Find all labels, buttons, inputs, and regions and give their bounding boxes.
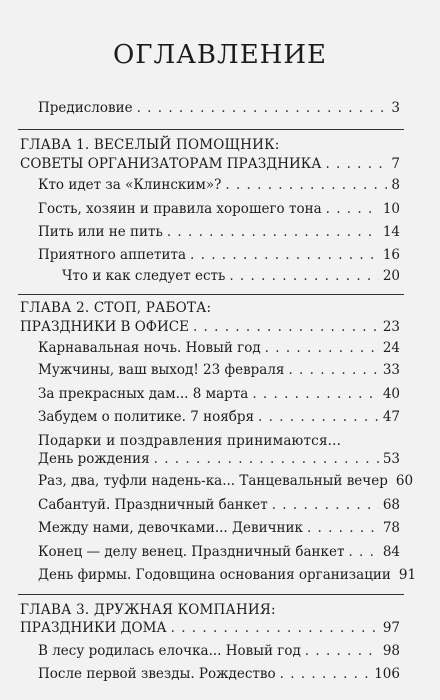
chapter-title-text: СОВЕТЫ ОРГАНИЗАТОРАМ ПРАЗДНИКА: [20, 156, 322, 172]
toc-entry: [38, 247, 400, 263]
toc-entry-preface: [38, 100, 400, 116]
toc-entry-page: 3: [391, 100, 400, 116]
chapter-title-text: ПРАЗДНИКИ ДОМА: [20, 620, 167, 636]
leader-dots: [280, 666, 371, 682]
leader-dots: [154, 451, 379, 467]
section-rule: [18, 294, 404, 295]
toc-entry-text: День рождения: [38, 451, 150, 467]
leader-dots: [305, 643, 379, 659]
toc-entry: [38, 340, 400, 356]
toc-entry-page: 40: [382, 386, 400, 402]
toc-entry-page: 60: [395, 473, 414, 489]
chapter-heading-1: ГЛАВА 1. ВЕСЕЛЫЙ ПОМОЩНИК:: [20, 137, 280, 153]
leader-dots: [252, 386, 378, 402]
chapter-page: 97: [382, 620, 400, 636]
section-rule: [18, 594, 404, 595]
chapter-heading-2: ГЛАВА 2. СТОП, РАБОТА:: [20, 300, 212, 316]
toc-entry-page: 47: [382, 409, 400, 425]
leader-dots: [258, 409, 379, 425]
leader-dots: [229, 268, 378, 284]
toc-entry: [38, 362, 400, 378]
toc-entry-text: Подарки и поздравления принимаются...: [38, 433, 342, 449]
chapter-heading-1-line2: [20, 156, 400, 172]
leader-dots: [171, 620, 379, 636]
toc-entry-page: 84: [382, 544, 400, 560]
toc-entry: [38, 520, 400, 536]
toc-entry-text: Что и как следует есть: [62, 268, 226, 284]
toc-entry-text: Кто идет за «Клинским»?: [38, 177, 222, 193]
leader-dots: [272, 497, 379, 513]
toc-entry: [38, 386, 400, 402]
toc-entry-text: В лесу родилась елочка... Новый год: [38, 643, 301, 659]
toc-entry-page: 106: [374, 666, 400, 682]
toc-entry-page: 8: [391, 177, 400, 193]
leader-dots: [193, 319, 379, 335]
toc-entry-text: День фирмы. Годовщина основания организации: [38, 567, 391, 583]
chapter-heading-3-line2: [20, 620, 400, 636]
toc-entry: [38, 497, 400, 513]
toc-entry-text: Мужчины, ваш выход! 23 февраля: [38, 362, 285, 378]
toc-entry: [38, 224, 400, 240]
toc-entry-page: 24: [382, 340, 400, 356]
toc-entry: [38, 643, 400, 659]
toc-entry-text: Между нами, девочками... Девичник: [38, 520, 303, 536]
leader-dots: [225, 177, 387, 193]
section-rule: [18, 129, 404, 130]
leader-dots: [265, 340, 379, 356]
toc-entry: [38, 544, 400, 560]
leader-dots: [190, 247, 379, 263]
toc-entry-text: Забудем о политике. 7 ноября: [38, 409, 255, 425]
toc-entry-page: 10: [382, 201, 400, 217]
toc-entry-text: Раз, два, туфли надень-ка... Танцевальный вечер: [38, 473, 388, 489]
leader-dots: [288, 362, 378, 378]
toc-entry-text: Гость, хозяин и правила хорошего тона: [38, 201, 322, 217]
toc-entry-text: За прекрасных дам... 8 марта: [38, 386, 249, 402]
toc-entry-page: 20: [382, 268, 400, 284]
leader-dots: [307, 520, 379, 536]
toc-entry: [38, 451, 400, 467]
toc-entry-page: 53: [382, 451, 400, 467]
chapter-page: 7: [391, 156, 400, 172]
chapter-heading-2-line2: [20, 319, 400, 335]
toc-entry-page: 33: [382, 362, 400, 378]
toc-entry-page: 98: [382, 643, 400, 659]
toc-entry-page: 78: [382, 520, 400, 536]
toc-entry-page: 14: [382, 224, 400, 240]
leader-dots: [326, 201, 379, 217]
toc-entry-text: Сабантуй. Праздничный банкет: [38, 497, 268, 513]
toc-subentry: [62, 268, 400, 284]
toc-entry: [38, 666, 400, 682]
toc-entry: [38, 567, 417, 583]
toc-title: ОГЛАВЛЕНИЕ: [112, 40, 328, 70]
chapter-page: 23: [382, 319, 400, 335]
toc-entry-text: Приятного аппетита: [38, 247, 187, 263]
toc-entry-page: 68: [382, 497, 400, 513]
toc-entry-text: После первой звезды. Рождество: [38, 666, 276, 682]
toc-entry: [38, 473, 414, 489]
toc-entry-page: 91: [398, 567, 417, 583]
toc-entry-text: Конец — делу венец. Праздничный банкет: [38, 544, 345, 560]
leader-dots: [137, 100, 388, 116]
toc-entry: [38, 177, 400, 193]
toc-entry-text: Предисловие: [38, 100, 133, 116]
toc-entry: [38, 409, 400, 425]
toc-entry: [38, 201, 400, 217]
leader-dots: [325, 156, 387, 172]
chapter-title-text: ПРАЗДНИКИ В ОФИСЕ: [20, 319, 189, 335]
toc-entry-text: Пить или не пить: [38, 224, 163, 240]
toc-entry-text: Карнавальная ночь. Новый год: [38, 340, 261, 356]
leader-dots: [348, 544, 378, 560]
toc-entry-page: 16: [382, 247, 400, 263]
chapter-heading-3: ГЛАВА 3. ДРУЖНАЯ КОМПАНИЯ:: [20, 602, 276, 618]
leader-dots: [167, 224, 379, 240]
